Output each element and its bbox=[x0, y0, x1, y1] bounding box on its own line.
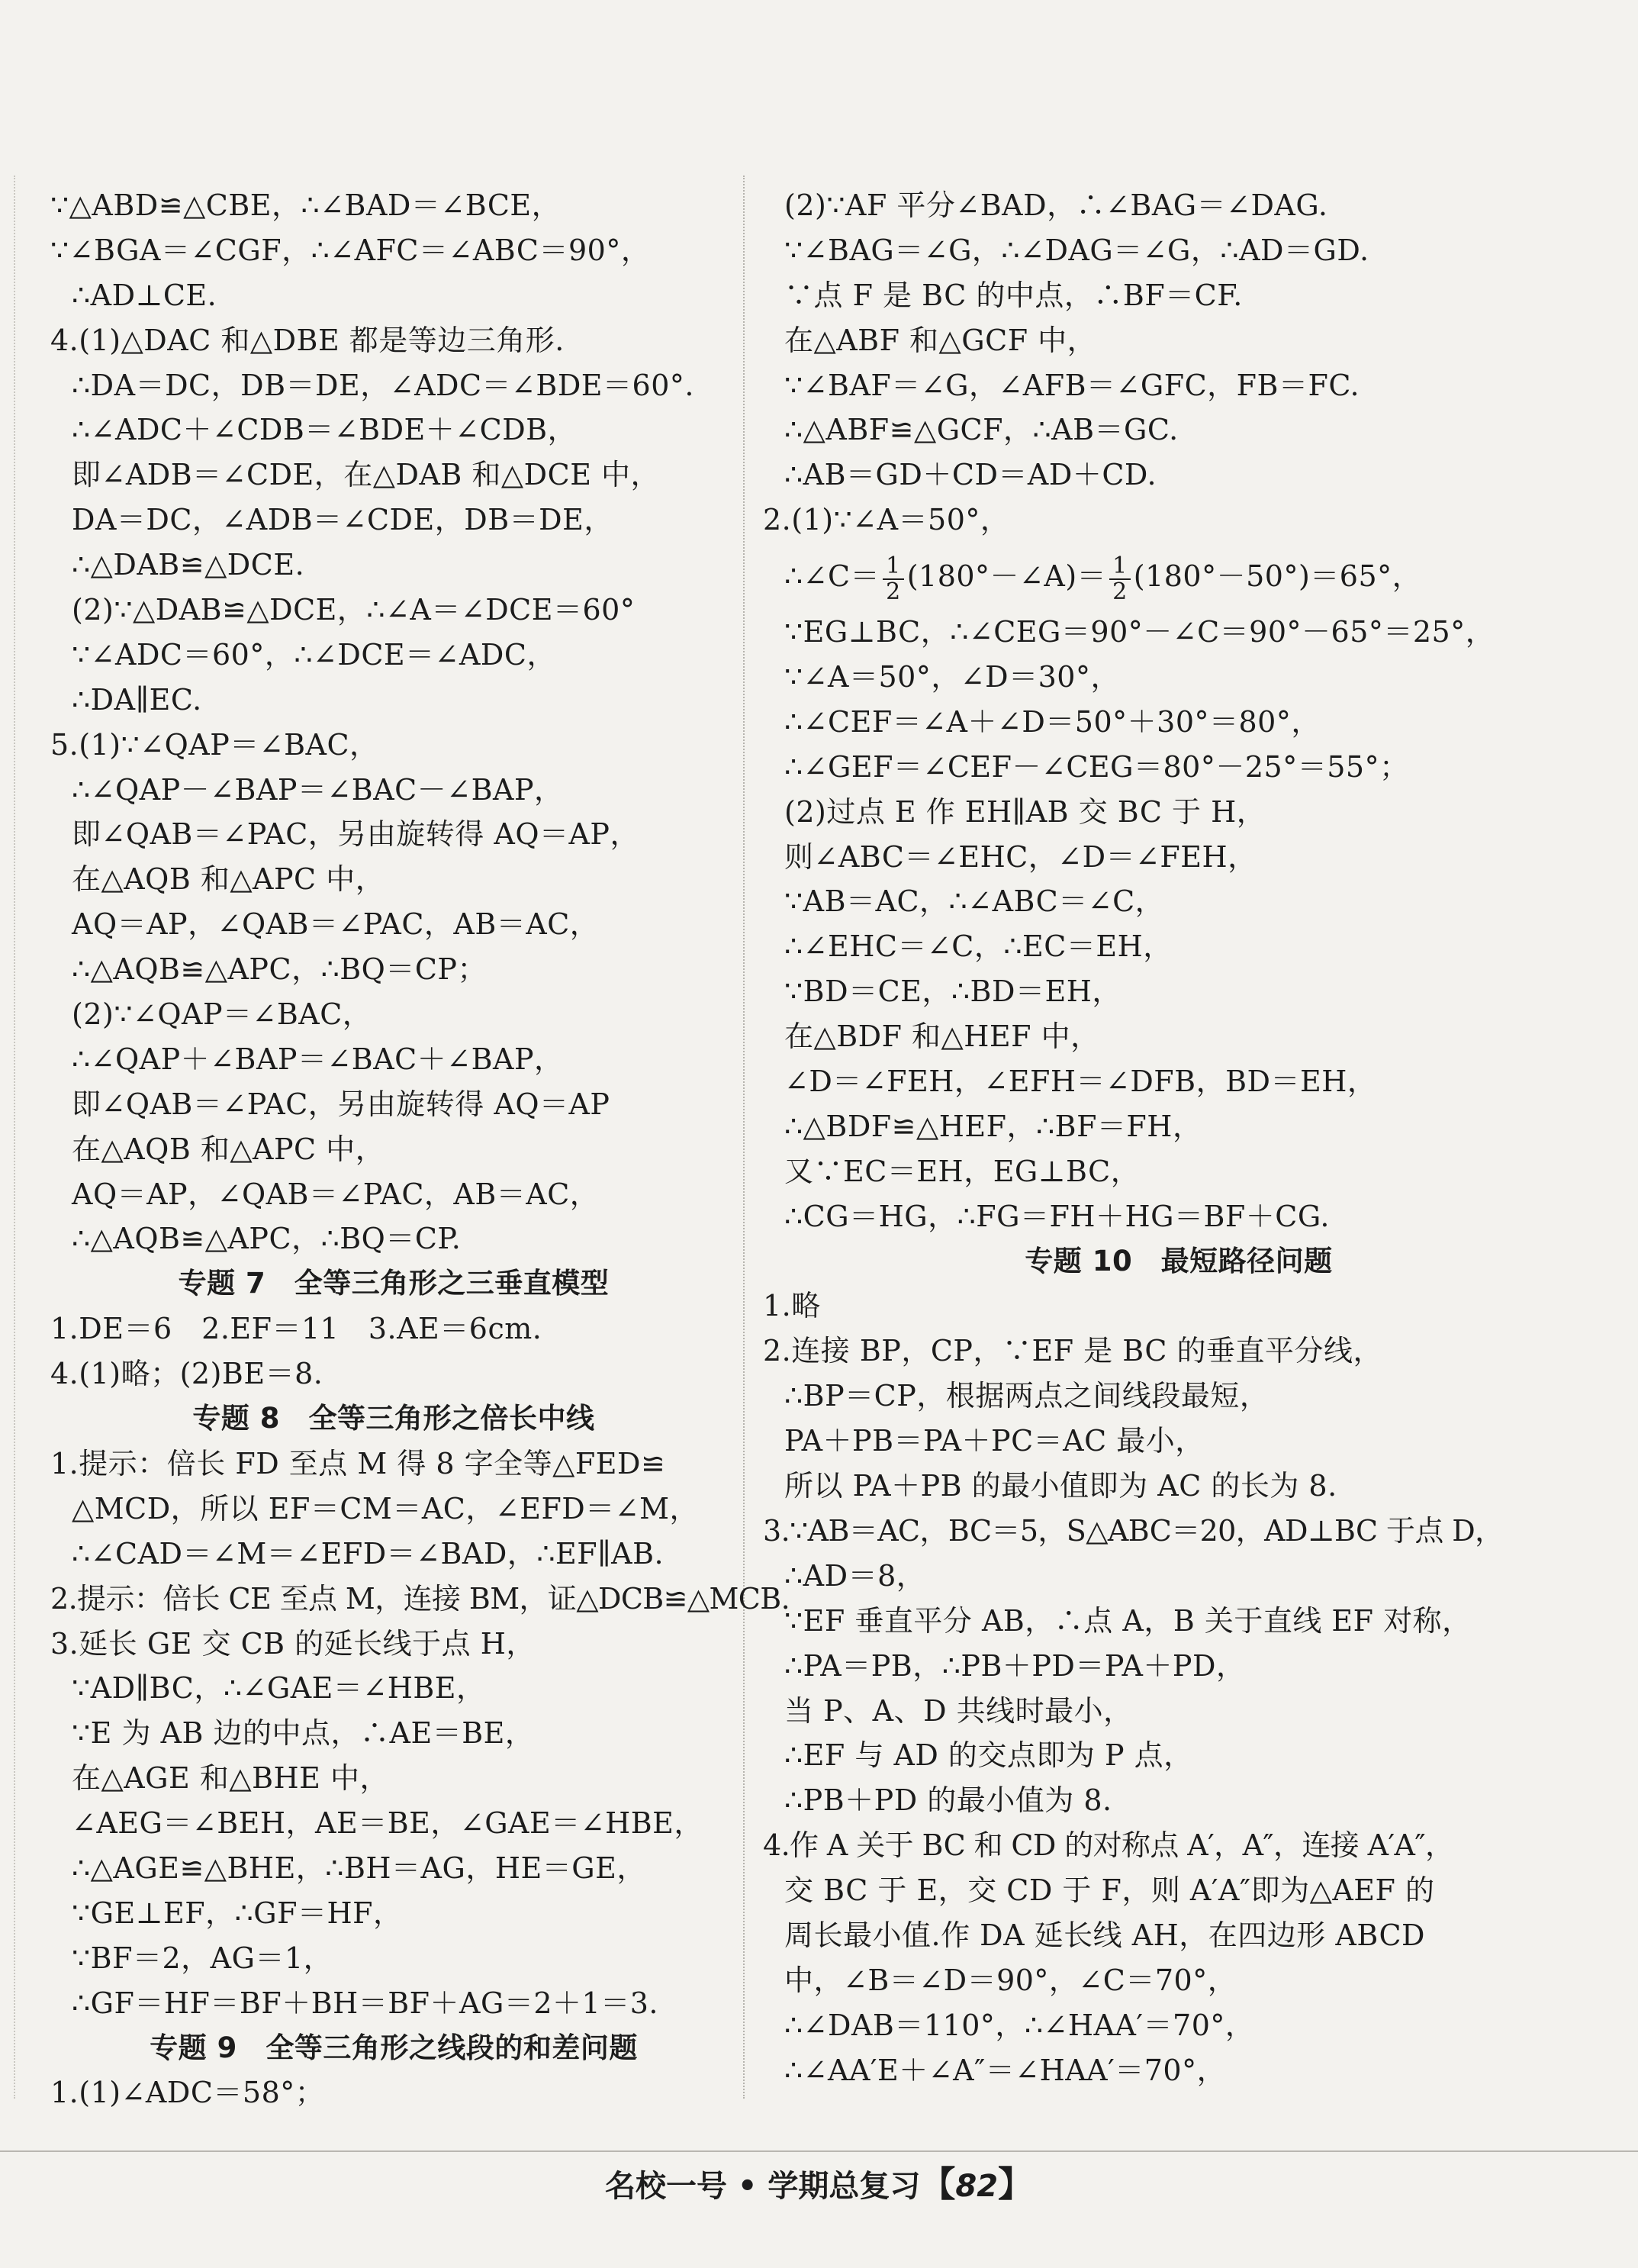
fraction-half bbox=[883, 554, 904, 604]
text-line: 周长最小值.作 DA 延长线 AH，在四边形 ABCD bbox=[784, 1918, 1426, 1952]
text-line: ∵点 F 是 BC 的中点，∴BF＝CF. bbox=[784, 278, 1243, 312]
text-line: 1.(1)∠ADC＝58°； bbox=[50, 2076, 325, 2110]
text-line: 4.(1)△DAC 和△DBE 都是等边三角形. bbox=[50, 323, 565, 357]
text-line: ∵EG⊥BC，∴∠CEG＝90°－∠C＝90°－65°＝25°， bbox=[784, 615, 1495, 649]
fraction-numerator: 1 bbox=[883, 554, 904, 580]
text-line: ∠AEG＝∠BEH，AE＝BE，∠GAE＝∠HBE， bbox=[72, 1806, 703, 1841]
text-line: ∴∠GEF＝∠CEF－∠CEG＝80°－25°＝55°； bbox=[784, 749, 1409, 784]
equation-prefix: ∴∠C＝ bbox=[784, 559, 880, 594]
text-line: 在△ABF 和△GCF 中， bbox=[784, 323, 1097, 357]
text-line: 4.(1)略；(2)BE＝8. bbox=[50, 1357, 323, 1391]
section-heading: 专题 10 最短路径问题 bbox=[1025, 1244, 1333, 1277]
equation-middle: (180°－∠A)＝ bbox=[906, 559, 1107, 594]
text-line: ∵EF 垂直平分 AB，∴点 A，B 关于直线 EF 对称， bbox=[784, 1603, 1472, 1638]
text-line: ∵AD∥BC，∴∠GAE＝∠HBE， bbox=[72, 1671, 486, 1706]
section-heading: 专题 8 全等三角形之倍长中线 bbox=[192, 1402, 595, 1435]
text-line: ∵∠BAG＝∠G，∴∠DAG＝∠G，∴AD＝GD. bbox=[784, 233, 1369, 267]
column-divider bbox=[743, 176, 745, 2099]
text-line: ∴∠ADC＋∠CDB＝∠BDE＋∠CDB， bbox=[72, 413, 578, 447]
text-line: ∵E 为 AB 边的中点，∴AE＝BE， bbox=[72, 1716, 535, 1751]
text-line: 5.(1)∵∠QAP＝∠BAC， bbox=[50, 727, 379, 762]
text-line: ∴∠QAP＋∠BAP＝∠BAC＋∠BAP， bbox=[72, 1042, 564, 1076]
text-line: 所以 PA＋PB 的最小值即为 AC 的长为 8. bbox=[784, 1469, 1337, 1503]
text-line: 2.(1)∵∠A＝50°， bbox=[763, 503, 1010, 537]
text-line: ∴∠EHC＝∠C，∴EC＝EH， bbox=[784, 929, 1173, 964]
text-line: ∴AB＝GD＋CD＝AD＋CD. bbox=[784, 458, 1157, 492]
text-line: ∴AD＝8， bbox=[784, 1558, 926, 1593]
text-line: ∴EF 与 AD 的交点即为 P 点， bbox=[784, 1738, 1193, 1773]
text-line: ∴DA∥EC. bbox=[72, 682, 202, 717]
text-line: ∴∠DAB＝110°，∴∠HAA′＝70°， bbox=[784, 2008, 1255, 2042]
text-line: 中，∠B＝∠D＝90°，∠C＝70°， bbox=[784, 1963, 1237, 1997]
page-footer bbox=[0, 2157, 1638, 2207]
fraction-equation bbox=[763, 543, 1595, 610]
text-line: 即∠ADB＝∠CDE，在△DAB 和△DCE 中， bbox=[72, 458, 661, 492]
text-line: ∴△ABF≌△GCF，∴AB＝GC. bbox=[784, 413, 1179, 447]
text-line: ∴∠AA′E＋∠A″＝∠HAA′＝70°， bbox=[784, 2053, 1227, 2087]
text-line: ∴△BDF≌△HEF，∴BF＝FH， bbox=[784, 1109, 1202, 1143]
text-line: 在△BDF 和△HEF 中， bbox=[784, 1020, 1100, 1054]
text-line: 1.DE＝6 2.EF＝11 3.AE＝6cm. bbox=[50, 1312, 542, 1346]
text-line: ∵∠BGA＝∠CGF，∴∠AFC＝∠ABC＝90°， bbox=[50, 233, 651, 267]
text-line: 1.略 bbox=[763, 1289, 821, 1323]
text-line: ∴CG＝HG，∴FG＝FH＋HG＝BF＋CG. bbox=[784, 1199, 1330, 1233]
fraction-half bbox=[1109, 554, 1131, 604]
text-line: DA＝DC，∠ADB＝∠CDE，DB＝DE， bbox=[72, 503, 613, 537]
fraction-denominator: 2 bbox=[1112, 578, 1128, 605]
footer-title: 名校一号 • 学期总复习 bbox=[604, 2169, 921, 2204]
fraction-numerator: 1 bbox=[1109, 554, 1131, 580]
left-column bbox=[50, 183, 790, 2115]
text-line: ∵△ABD≌△CBE，∴∠BAD＝∠BCE， bbox=[50, 188, 562, 222]
text-line: 2.连接 BP，CP，∵EF 是 BC 的垂直平分线， bbox=[763, 1334, 1383, 1368]
page-number-open-bracket: 【 bbox=[920, 2163, 956, 2205]
section-heading: 专题 9 全等三角形之线段的和差问题 bbox=[150, 2031, 638, 2064]
page-number-close-bracket: 】 bbox=[998, 2163, 1034, 2205]
text-line: 4.作 A 关于 BC 和 CD 的对称点 A′，A″，连接 A′A″， bbox=[763, 1828, 1454, 1863]
text-line: ∵∠A＝50°，∠D＝30°， bbox=[784, 660, 1120, 694]
text-line: ∵∠ADC＝60°，∴∠DCE＝∠ADC， bbox=[72, 637, 556, 672]
text-line: ∴DA＝DC，DB＝DE，∠ADC＝∠BDE＝60°. bbox=[72, 368, 694, 402]
text-line: ∠D＝∠FEH，∠EFH＝∠DFB，BD＝EH， bbox=[784, 1065, 1377, 1099]
text-line: 即∠QAB＝∠PAC，另由旋转得 AQ＝AP， bbox=[72, 817, 639, 852]
text-line: ∴BP＝CP，根据两点之间线段最短， bbox=[784, 1379, 1270, 1413]
equation-suffix: (180°－50°)＝65°， bbox=[1133, 559, 1422, 594]
text-line: ∵BD＝CE，∴BD＝EH， bbox=[784, 975, 1121, 1009]
text-line: AQ＝AP，∠QAB＝∠PAC，AB＝AC， bbox=[72, 1177, 600, 1211]
text-line: ∴∠CAD＝∠M＝∠EFD＝∠BAD，∴EF∥AB. bbox=[72, 1536, 665, 1571]
text-line: ∴△AQB≌△APC，∴BQ＝CP. bbox=[72, 1222, 462, 1256]
left-margin-rule bbox=[14, 176, 15, 2099]
page-number: 82 bbox=[955, 2169, 999, 2204]
text-line: 3.延长 GE 交 CB 的延长线于点 H， bbox=[50, 1626, 536, 1661]
text-line: 当 P、A、D 共线时最小， bbox=[784, 1693, 1133, 1728]
text-line: ∵AB＝AC，∴∠ABC＝∠C， bbox=[784, 884, 1165, 919]
text-line: 1.提示：倍长 FD 至点 M 得 8 字全等△FED≌ bbox=[50, 1446, 666, 1480]
text-line: (2)过点 E 作 EH∥AB 交 BC 于 H， bbox=[784, 794, 1266, 829]
text-line: 在△AGE 和△BHE 中， bbox=[72, 1761, 389, 1796]
text-line: (2)∵∠QAP＝∠BAC， bbox=[72, 997, 372, 1032]
footer-rule bbox=[0, 2150, 1638, 2152]
text-line: ∴PA＝PB，∴PB＋PD＝PA＋PD， bbox=[784, 1648, 1246, 1683]
text-line: 又∵EC＝EH，EG⊥BC， bbox=[784, 1154, 1141, 1188]
text-line: ∴△AQB≌△APC，∴BQ＝CP； bbox=[72, 952, 487, 987]
section-heading: 专题 7 全等三角形之三垂直模型 bbox=[178, 1267, 610, 1300]
text-line: ∴∠QAP－∠BAP＝∠BAC－∠BAP， bbox=[72, 772, 564, 807]
text-line: ∵GE⊥EF，∴GF＝HF， bbox=[72, 1896, 403, 1930]
text-line: (2)∵△DAB≌△DCE，∴∠A＝∠DCE＝60° bbox=[72, 593, 636, 627]
text-line: ∴PB＋PD 的最小值为 8. bbox=[784, 1783, 1112, 1818]
text-line: ∴AD⊥CE. bbox=[72, 278, 217, 312]
text-line: 交 BC 于 E，交 CD 于 F，则 A′A″即为△AEF 的 bbox=[784, 1873, 1435, 1908]
text-line: ∵BF＝2，AG＝1， bbox=[72, 1941, 333, 1975]
text-line: 在△AQB 和△APC 中， bbox=[72, 862, 385, 897]
text-line: (2)∵AF 平分∠BAD，∴∠BAG＝∠DAG. bbox=[784, 188, 1328, 222]
text-line: 即∠QAB＝∠PAC，另由旋转得 AQ＝AP bbox=[72, 1087, 610, 1121]
text-line: △MCD，所以 EF＝CM＝AC，∠EFD＝∠M， bbox=[72, 1491, 700, 1525]
text-line: AQ＝AP，∠QAB＝∠PAC，AB＝AC， bbox=[72, 907, 600, 942]
text-line: ∴GF＝HF＝BF＋BH＝BF＋AG＝2＋1＝3. bbox=[72, 1986, 658, 2020]
text-line: 3.∵AB＝AC，BC＝5，S△ABC＝20，AD⊥BC 于点 D， bbox=[763, 1513, 1504, 1548]
text-line: 2.提示：倍长 CE 至点 M，连接 BM，证△DCB≌△MCB. bbox=[50, 1581, 790, 1616]
fraction-denominator: 2 bbox=[886, 578, 901, 605]
text-line: ∴∠CEF＝∠A＋∠D＝50°＋30°＝80°， bbox=[784, 704, 1321, 739]
text-line: ∴△AGE≌△BHE，∴BH＝AG，HE＝GE， bbox=[72, 1851, 646, 1885]
text-line: 则∠ABC＝∠EHC，∠D＝∠FEH， bbox=[784, 839, 1257, 874]
text-line: ∴△DAB≌△DCE. bbox=[72, 548, 305, 582]
text-line: ∵∠BAF＝∠G，∠AFB＝∠GFC，FB＝FC. bbox=[784, 368, 1360, 402]
text-line: PA＋PB＝PA＋PC＝AC 最小， bbox=[784, 1424, 1205, 1458]
text-line: 在△AQB 和△APC 中， bbox=[72, 1132, 385, 1166]
right-column bbox=[763, 183, 1595, 2093]
